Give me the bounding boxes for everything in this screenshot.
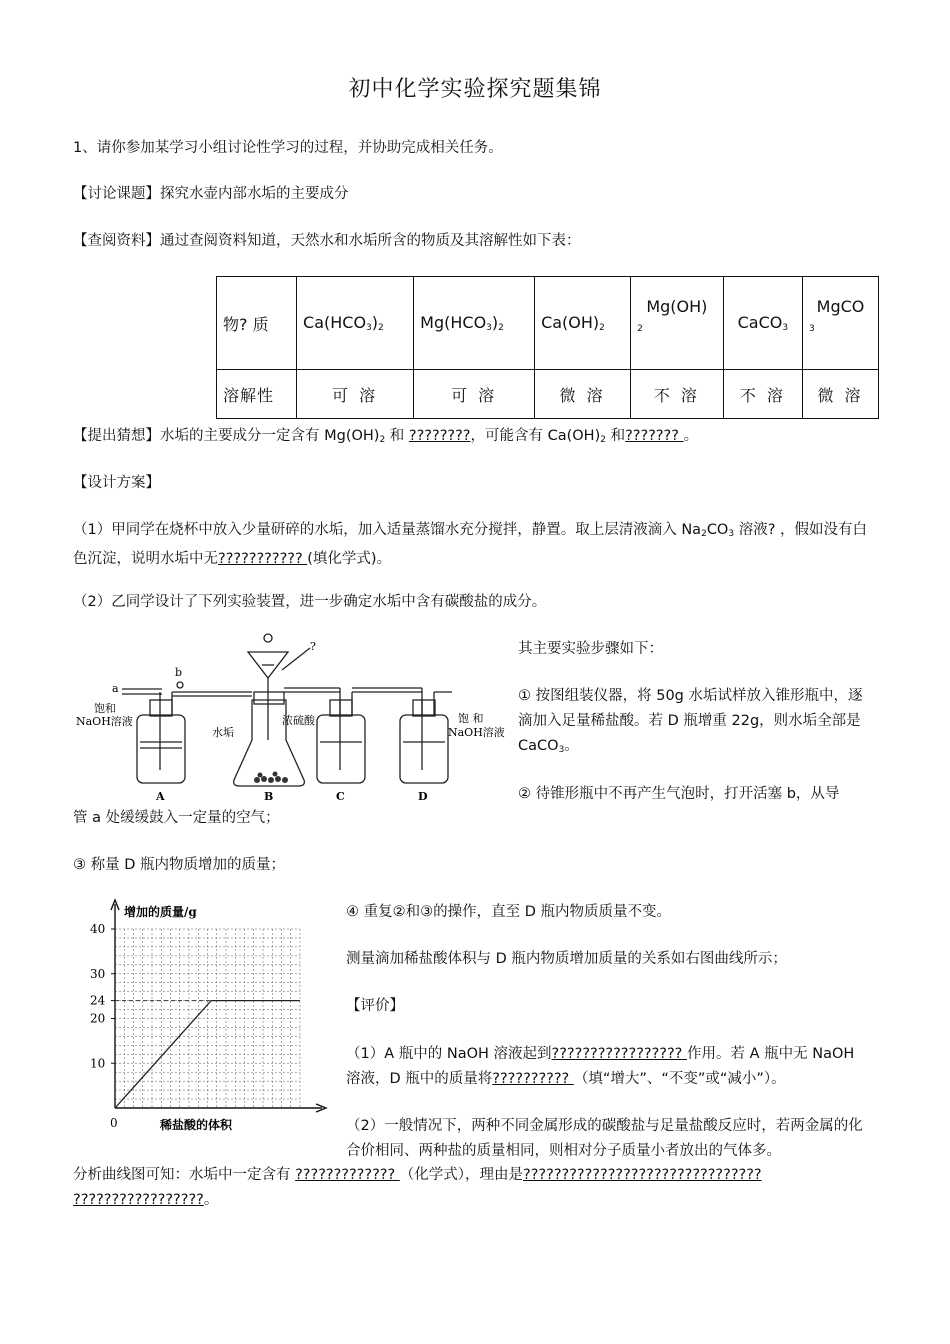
reference-material [73, 229, 873, 254]
answer-blank: ??????? [625, 428, 684, 444]
label-naoh-d: 饱 和 [458, 712, 484, 725]
step-2b: 管 a 处缓缓鼓入一定量的空气； [73, 810, 280, 826]
measure-text: 测量滴加稀盐酸体积与 D 瓶内物质增加质量的关系如右图曲线所示； [346, 951, 787, 967]
answer-blank: ???????? [408, 428, 471, 444]
table-cell: $Mg(HCO_3)_2$ [414, 277, 535, 370]
label-naoh-d2: NaOH溶液 [448, 726, 505, 739]
topic-text: 探究水壶内部水垢的主要成分 [160, 186, 349, 202]
answer-blank: ????????????????? [73, 1192, 204, 1208]
table-cell: 微 溶 [535, 370, 631, 419]
y-tick-label: 40 [90, 922, 106, 936]
table-cell: 可 溶 [414, 370, 535, 419]
label-naoh-a: 饱和 [94, 702, 116, 715]
solubility-table [216, 276, 879, 419]
table-cell: $Ca(OH)_2$ [535, 277, 631, 370]
step-1: ① 按图组装仪器，将 50g 水垢试样放入锥形瓶中，逐滴加入足量稀盐酸。若 D 瓶增重 22g，则水垢全部是 CaCO$_3$。 [518, 688, 863, 755]
eval-1: （1）A 瓶中的 NaOH 溶液起到????????????????? 作用。若 A 瓶中无 NaOH 溶液，D 瓶中的质量将?????????? （填“增大”、“不变”或“减小”）。 [346, 1046, 855, 1087]
table-cell: 微 溶 [803, 370, 879, 419]
table-cell: MgCO 3 [803, 277, 879, 370]
label-bottle-b: B [264, 790, 274, 803]
eval-label: 【评价】 [346, 998, 404, 1014]
mass-chart [72, 896, 334, 1136]
chart-ylabel: 增加的质量/g [124, 905, 197, 919]
step-3: ③ 称量 D 瓶内物质增加的质量； [73, 857, 285, 873]
label-question: ? [310, 640, 316, 653]
label-acid: 浓硫酸 [282, 714, 315, 727]
question-intro: 1、请你参加某学习小组讨论性学习的过程，并协助完成相关任务。 [73, 140, 503, 156]
eval-2: （2）一般情况下，两种不同金属形成的碳酸盐与足量盐酸反应时，若两金属的化合价相同、两种盐的质量相同，则相对分子质量小者放出的气体多。 [346, 1118, 863, 1159]
answer-blank: ????????????? [295, 1167, 400, 1183]
step-4: ④ 重复②和③的操作，直至 D 瓶内物质质量不变。 [346, 904, 671, 920]
answer-blank: ??????????????????????????????? [523, 1167, 762, 1183]
ref-label: 【查阅资料】 [73, 233, 160, 249]
table-header-solubility: 溶解性 [217, 370, 297, 419]
table-row [217, 370, 879, 419]
steps-title: 其主要实验步骤如下： [518, 641, 663, 657]
step-2a: ② 待锥形瓶中不再产生气泡时，打开活塞 b，从导 [518, 786, 840, 802]
eval-3: 分析曲线图可知：水垢中一定含有 ????????????? （化学式），理由是??????????????????????????????? ?????????????????。 [73, 1167, 762, 1208]
chart-origin: 0 [110, 1116, 118, 1130]
y-tick-label: 20 [90, 1011, 106, 1026]
y-tick-label: 30 [90, 966, 106, 981]
chart-xlabel: 稀盐酸的体积 [160, 1118, 233, 1132]
answer-blank: ????????????????? [551, 1046, 687, 1062]
table-cell: 不 溶 [723, 370, 802, 419]
page-title: 初中化学实验探究题集锦 [348, 77, 602, 102]
y-tick-label: 10 [90, 1056, 106, 1071]
label-bottle-a: A [156, 790, 165, 803]
table-row [217, 277, 879, 370]
label-naoh-a2: NaOH溶液 [76, 715, 133, 728]
y-tick-label: 24 [90, 993, 106, 1008]
design-label: 【设计方案】 [73, 475, 160, 491]
label-b: b [175, 666, 183, 679]
hypothesis: 【提出猜想】水垢的主要成分一定含有 $Mg(OH)_2$ 和 ????????，可能含有 $Ca(OH)_2$ 和??????? 。 [73, 428, 699, 445]
discussion-topic [73, 182, 873, 207]
ref-text: 通过查阅资料知道，天然水和水垢所含的物质及其溶解性如下表： [160, 233, 581, 249]
answer-blank: ??????????? [218, 551, 308, 567]
table-cell: $Ca(HCO_3)_2$ [297, 277, 414, 370]
table-cell: 可 溶 [297, 370, 414, 419]
answer-blank: ?????????? [492, 1071, 574, 1087]
label-scale: 水垢 [212, 726, 234, 739]
table-cell: 不 溶 [631, 370, 724, 419]
label-bottle-c: C [336, 790, 345, 803]
design-step-1: （1）甲同学在烧杯中放入少量研碎的水垢，加入适量蒸馏水充分搅拌，静置。取上层清液滴入 $Na_2CO_3$ 溶液? ，假如没有白色沉淀，说明水垢中无??????????? (填化学式)。 [73, 522, 868, 567]
apparatus-diagram [72, 630, 512, 805]
design-step-2: （2）乙同学设计了下列实验装置，进一步确定水垢中含有碳酸盐的成分。 [73, 594, 547, 610]
label-bottle-d: D [418, 790, 428, 803]
table-cell: CaCO$_3$ [723, 277, 802, 370]
topic-label: 【讨论课题】 [73, 186, 160, 202]
label-a: a [112, 682, 119, 695]
table-cell: Mg(OH) 2 [631, 277, 724, 370]
table-header-substance: 物? 质 [217, 277, 297, 370]
